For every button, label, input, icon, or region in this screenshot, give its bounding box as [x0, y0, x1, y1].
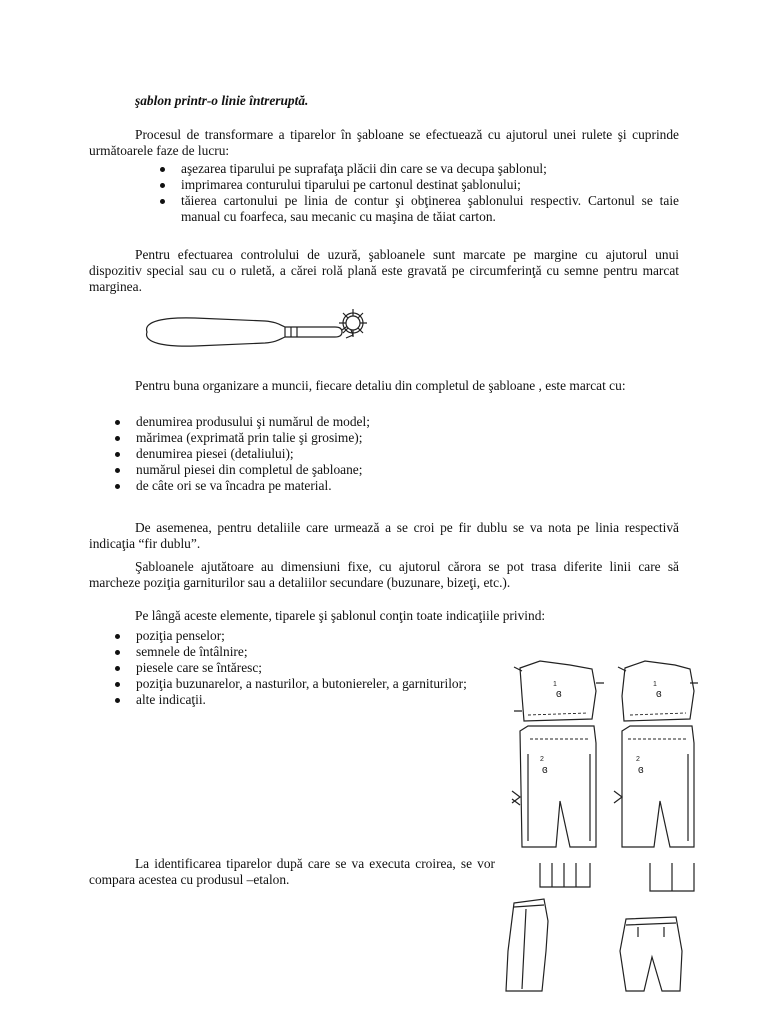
list-item: numărul piesei din completul de şabloane; — [112, 462, 672, 478]
pattern-mark-icon: ɞ — [542, 764, 548, 776]
list-item: mărimea (exprimată prin talie şi grosime); — [112, 430, 672, 446]
paragraph-double-thread: De asemenea, pentru detaliile care urmează a se croi pe fir dublu se va nota pe linia respectivă indicaţia “fir dublu”. — [89, 520, 679, 551]
pattern-mark-icon: ɞ — [556, 688, 562, 700]
pattern-mark-icon: ɞ — [656, 688, 662, 700]
paragraph-auxiliary-templates: Şabloanele ajutătoare au dimensiuni fixe, cu ajutorul cărora se pot trasa diferite linii care să marcheze poziţia garniturilor sau a detaliilor secundare (buzunare, bizeţi, etc.). — [89, 559, 679, 590]
list-marking — [112, 414, 672, 494]
list-item: aşezarea tiparului pe suprafaţa plăcii din care se va decupa şablonul; — [157, 161, 679, 177]
paragraph-indications: Pe lângă aceste elemente, tiparele şi şablonul conţin toate indicaţiile privind: — [135, 608, 546, 623]
page-heading: şablon printr-o linie întreruptă. — [135, 93, 309, 108]
pattern-mark-icon: ɞ — [638, 764, 644, 776]
list-item: denumirea produsului şi numărul de model; — [112, 414, 672, 430]
pattern-piece-number: 2 — [636, 756, 640, 763]
list-item: de câte ori se va încadra pe material. — [112, 478, 672, 494]
paragraph-identification: La identificarea tiparelor după care se va executa croirea, se vor compara acestea cu produsul –etalon. — [89, 856, 495, 887]
list-item: alte indicaţii. — [112, 692, 495, 708]
list-item: piesele care se întăresc; — [112, 660, 495, 676]
list-item: poziţia buzunarelor, a nasturilor, a butoniereler, a garniturilor; — [112, 676, 495, 692]
list-indications — [112, 628, 495, 708]
paragraph-organization: Pentru buna organizare a muncii, fiecare detaliu din completul de şabloane , este marcat cu: — [135, 378, 626, 393]
garment-pattern-illustration — [500, 651, 708, 996]
pattern-piece-number: 1 — [653, 681, 657, 688]
list-item: semnele de întâlnire; — [112, 644, 495, 660]
list-item: denumirea piesei (detaliului); — [112, 446, 672, 462]
tracing-wheel-illustration — [135, 305, 393, 359]
paragraph-process: Procesul de transformare a tiparelor în şabloane se efectuează cu ajutorul unei rulete şi cuprinde următoarele faze de lucru: — [89, 127, 679, 158]
list-item: tăierea cartonului pe linia de contur şi obţinerea şablonului respectiv. Cartonul se taie manual cu foarfeca, sau mecanic cu maşina de tăiat carton. — [157, 193, 679, 225]
list-item: imprimarea conturului tiparului pe cartonul destinat şablonului; — [157, 177, 679, 193]
list-item: poziţia penselor; — [112, 628, 495, 644]
paragraph-wear-control: Pentru efectuarea controlului de uzură, şabloanele sunt marcate pe margine cu ajutorul unui dispozitiv special sau cu o ruletă, a cărei rolă plană este gravată pe circumferinţă cu semne pentru marcat marginea. — [89, 247, 679, 294]
list-process-steps — [157, 161, 679, 225]
pattern-piece-number: 2 — [540, 756, 544, 763]
pattern-piece-number: 1 — [553, 681, 557, 688]
